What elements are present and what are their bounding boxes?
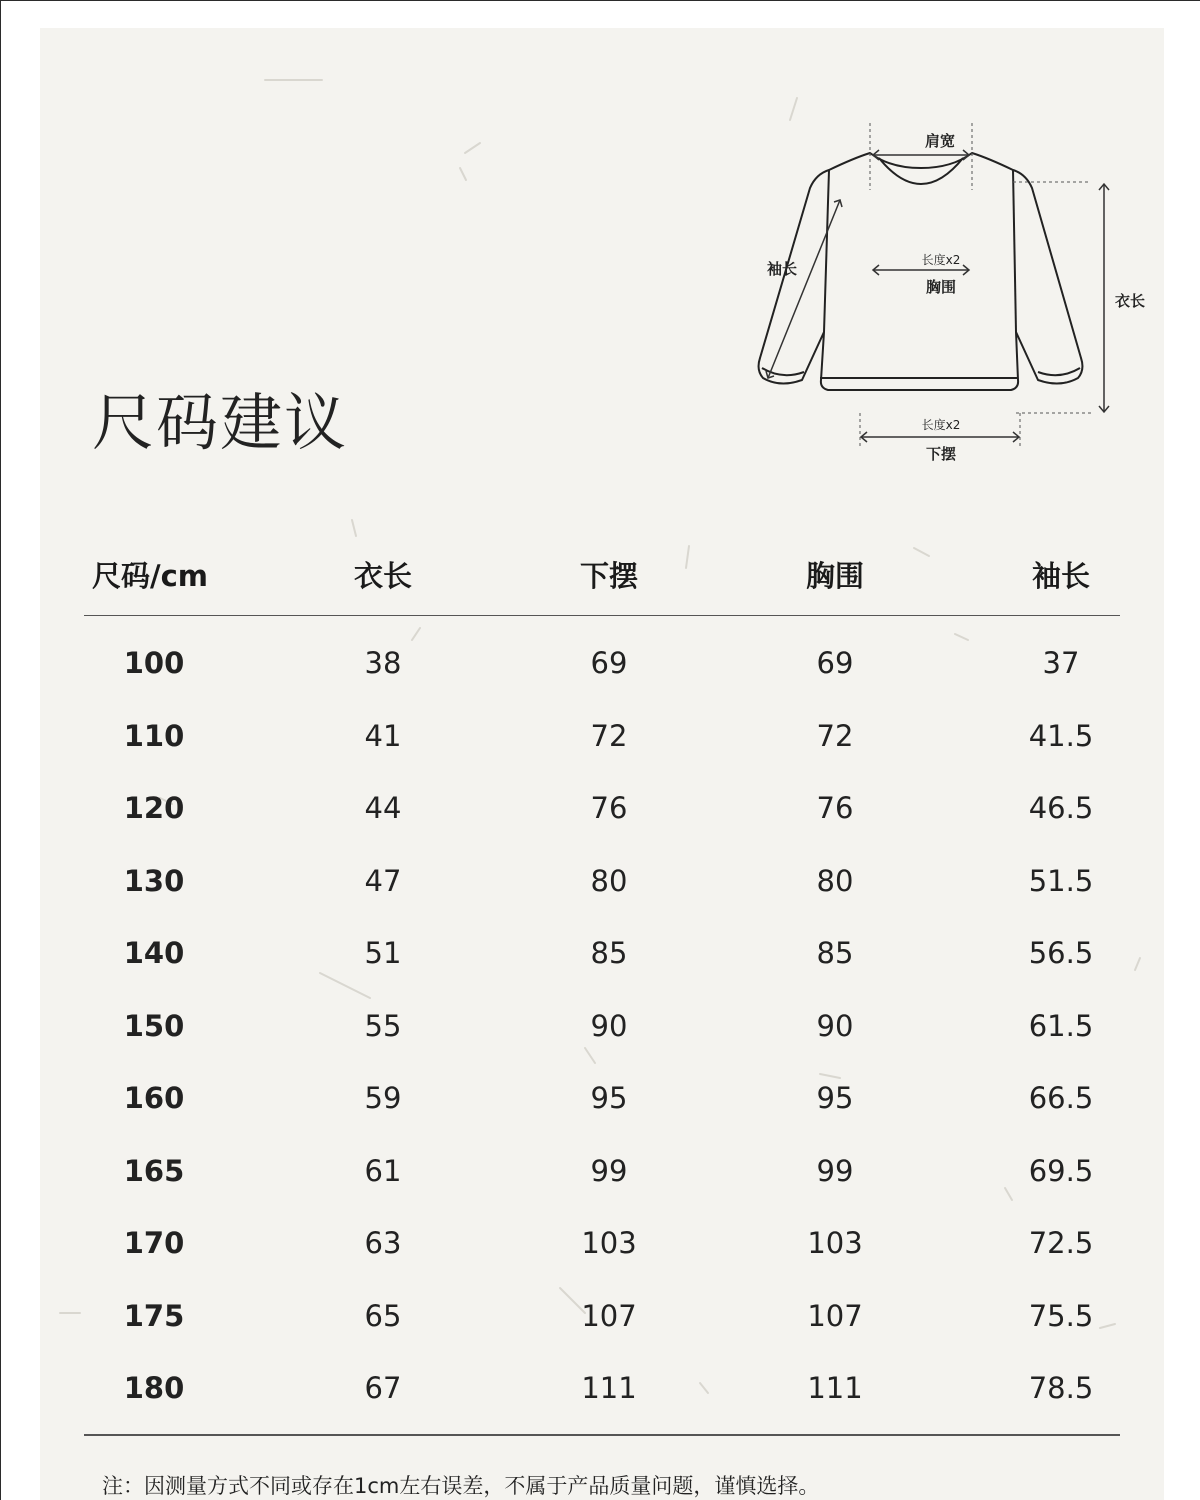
dimension-arrows <box>766 150 1109 442</box>
cell-chest: 76 <box>816 791 854 825</box>
cell-body-length: 55 <box>364 1008 402 1043</box>
cell-size: 160 <box>123 1081 185 1115</box>
cell-size: 130 <box>123 863 185 898</box>
cell-body-length: 41 <box>364 718 402 753</box>
header-sleeve-length: 袖长 <box>1031 559 1090 593</box>
cell-size: 175 <box>123 1298 185 1333</box>
cell-hem: 72 <box>590 718 628 753</box>
table-row <box>84 616 1120 689</box>
cell-chest: 69 <box>816 646 854 680</box>
hem-note: 长度x2 <box>921 418 961 432</box>
table-row <box>84 979 1120 1052</box>
cell-size: 120 <box>123 791 185 825</box>
cell-hem: 111 <box>581 1371 637 1405</box>
cell-chest: 99 <box>816 1153 854 1188</box>
cell-sleeve-length: 75.5 <box>1028 1298 1094 1333</box>
table-body <box>84 616 1120 1414</box>
table-row <box>84 1269 1120 1342</box>
page-title: 尺码建议 <box>92 386 349 459</box>
cell-chest: 72 <box>816 718 854 753</box>
cell-chest: 90 <box>816 1008 854 1043</box>
cell-body-length: 67 <box>364 1371 402 1405</box>
cell-size: 165 <box>123 1153 185 1188</box>
cell-sleeve-length: 78.5 <box>1028 1371 1094 1405</box>
cell-sleeve-length: 61.5 <box>1028 1008 1094 1043</box>
table-row <box>84 689 1120 762</box>
cell-hem: 95 <box>590 1081 628 1115</box>
table-row <box>84 1341 1120 1414</box>
dimension-guides <box>860 123 1091 446</box>
cell-body-length: 59 <box>364 1081 402 1115</box>
cell-hem: 76 <box>590 791 628 825</box>
cell-chest: 85 <box>816 936 854 970</box>
table-bottom-rule <box>84 1434 1120 1436</box>
garment-measurement-diagram <box>716 88 1146 468</box>
header-chest: 胸围 <box>805 559 864 593</box>
chest-note: 长度x2 <box>921 253 961 267</box>
table-row <box>84 1051 1120 1124</box>
cell-chest: 111 <box>807 1371 863 1405</box>
cell-chest: 95 <box>816 1081 854 1115</box>
cell-body-length: 38 <box>364 646 402 680</box>
cell-sleeve-length: 69.5 <box>1028 1153 1094 1188</box>
size-guide-card <box>40 28 1164 1500</box>
chest-label: 胸围 <box>925 278 957 296</box>
cell-size: 140 <box>123 936 185 970</box>
cell-chest: 80 <box>816 863 854 898</box>
header-body-length: 衣长 <box>353 559 412 593</box>
cell-size: 180 <box>123 1371 185 1405</box>
cell-sleeve-length: 37 <box>1042 646 1080 680</box>
table-header-row <box>84 538 1120 616</box>
hem-label: 下摆 <box>925 445 957 463</box>
cell-sleeve-length: 41.5 <box>1028 718 1094 753</box>
cell-hem: 90 <box>590 1008 628 1043</box>
table-row <box>84 761 1120 834</box>
cell-size: 100 <box>123 646 185 680</box>
cell-chest: 107 <box>807 1298 863 1333</box>
frame-top-edge <box>0 0 1200 1</box>
size-table <box>84 538 1120 1414</box>
cell-sleeve-length: 56.5 <box>1028 936 1094 970</box>
cell-hem: 69 <box>590 646 628 680</box>
body-length-label: 衣长 <box>1114 292 1146 310</box>
cell-sleeve-length: 51.5 <box>1028 863 1094 898</box>
measurement-disclaimer: 注：因测量方式不同或存在1cm左右误差，不属于产品质量问题，谨慎选择。 <box>102 1474 820 1498</box>
cell-hem: 107 <box>581 1298 637 1333</box>
sweatshirt-outline <box>759 153 1083 390</box>
table-row <box>84 834 1120 907</box>
table-row <box>84 906 1120 979</box>
sleeve-length-label: 袖长 <box>766 260 798 278</box>
frame-left-edge <box>0 0 1 1500</box>
cell-size: 110 <box>123 718 185 753</box>
cell-hem: 99 <box>590 1153 628 1188</box>
cell-body-length: 65 <box>364 1298 402 1333</box>
table-row <box>84 1124 1120 1197</box>
cell-hem: 103 <box>581 1226 637 1260</box>
cell-chest: 103 <box>807 1226 863 1260</box>
header-size: 尺码/cm <box>92 559 209 593</box>
cell-body-length: 44 <box>364 791 402 825</box>
cell-size: 170 <box>123 1226 185 1260</box>
header-hem: 下摆 <box>579 559 638 593</box>
cell-sleeve-length: 72.5 <box>1028 1226 1094 1260</box>
cell-sleeve-length: 46.5 <box>1028 791 1094 825</box>
shoulder-width-label: 肩宽 <box>924 132 956 150</box>
cell-body-length: 51 <box>364 936 402 970</box>
table-row <box>84 1196 1120 1269</box>
cell-sleeve-length: 66.5 <box>1028 1081 1094 1115</box>
cell-size: 150 <box>123 1008 185 1043</box>
cell-hem: 85 <box>590 936 628 970</box>
cell-body-length: 63 <box>364 1226 402 1260</box>
cell-body-length: 61 <box>364 1153 402 1188</box>
cell-hem: 80 <box>590 863 628 898</box>
cell-body-length: 47 <box>364 863 402 898</box>
